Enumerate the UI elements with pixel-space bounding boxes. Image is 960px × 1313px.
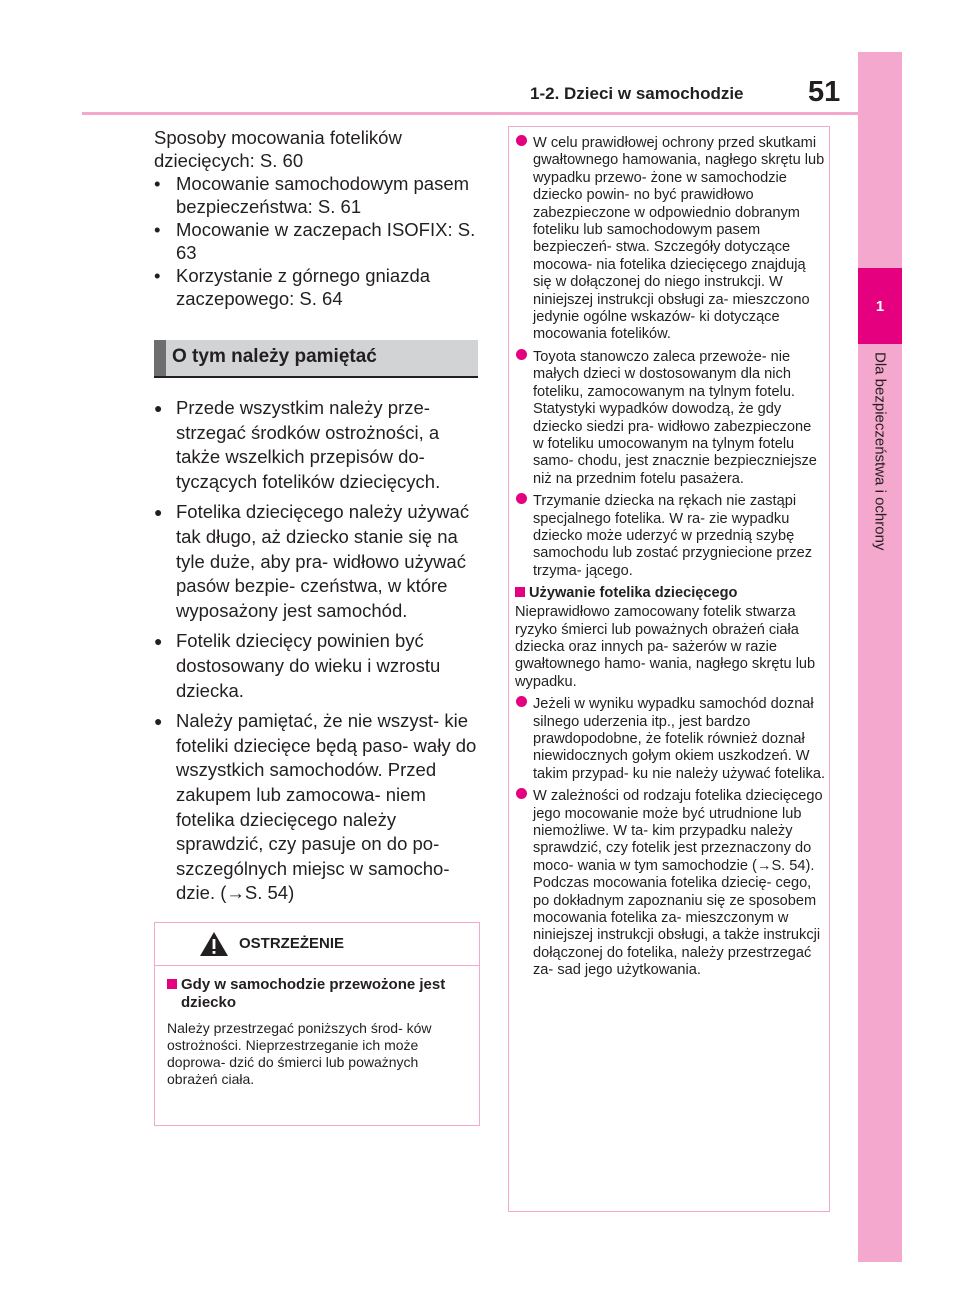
side-tab <box>858 52 902 1262</box>
warning-title: OSTRZEŻENIE <box>239 935 345 952</box>
square-bullet-icon <box>167 979 177 989</box>
list-item: ● Fotelika dziecięcego należy używać tak długo, aż dziecko stanie się na tyle duże, aby pra- widłowo używać pasów bezpie- czeństwa, w które wyposażony jest samochód. <box>154 500 482 623</box>
list-item: Trzymanie dziecka na rękach nie zastąpi specjalnego fotelika. W ra- zie wypadku dziecko może uderzyć w przednią szybę samochodu lub zostać przygniecione przez trzyma- jącego. <box>515 491 825 580</box>
bullet-icon: ● <box>154 713 163 730</box>
chapter-number: 1 <box>858 268 902 344</box>
list-item: • Korzystanie z górnego gniazda zaczepowego: S. 64 <box>154 265 431 309</box>
warning-text: Należy przestrzegać poniższych środ- ków ostrożności. Nieprzestrzeganie ich może doprowa- dzić do śmierci lub poważnych obrażeń ciała. <box>167 1020 432 1087</box>
warning-triangle-icon <box>199 931 229 957</box>
bullet-icon <box>515 133 529 147</box>
list-item: W zależności od rodzaju fotelika dziecięcego jego mocowanie może być utrudnione lub niemożliwe. W ta- kim przypadku należy sprawdzić, czy fotelik jest przeznaczony do moco- wania w tym samochodzie (→S. 54). Podczas mocowania fotelika dziecię- cego, po dokładnym zapoznaniu się ze sposobem mocowania fotelika za- mieszczonym w niniejszej instrukcji obsługi, a także instrukcji dołączonej do fotelika, należy przestrzegać za- sad jego użytkowania. <box>515 786 825 979</box>
list-item: ● Należy pamiętać, że nie wszyst- kie foteliki dziecięce będą paso- wały do wszystkich samochodów. Przed zakupem lub zamocowa- niem fotelika dziecięcego należy sprawdzić, czy pasuje on do po- szczególnych miejsc w samocho- dzie. (→S. 54) <box>154 709 482 906</box>
bullet-icon <box>515 347 529 361</box>
header-rule <box>82 112 858 115</box>
list-item: Jeżeli w wyniku wypadku samochód doznał silnego uderzenia itp., jest bardzo prawdopodobne, że fotelik również doznał niewidocznych gołym okiem uszkodzeń. W takim przypad- ku nie należy używać fotelika. <box>515 694 825 783</box>
section-title: O tym należy pamiętać <box>172 346 377 367</box>
list-item: W celu prawidłowej ochrony przed skutkami gwałtownego hamowania, nagłego skrętu lub wypadku przewo- żone w samochodzie dziecko powin- no być prawidłowo zabezpieczone w odpowiednio dobranym foteliku lub samochodowym pasem bezpieczeń- stwa. Szczegóły dotyczące mocowa- nia fotelika dziecięcego znajdują się w dołączonej do niego instrukcji. W niniejszej instrukcji obsługi za- mieszczono jedynie ogólne wskazów- ki dotyczące mocowania fotelików. <box>515 133 825 344</box>
warning-box <box>154 922 480 1126</box>
bullet-icon <box>515 491 529 505</box>
square-bullet-icon <box>515 587 525 597</box>
list-item: Toyota stanowczo zaleca przewoże- nie małych dzieci w dostosowanym dla nich foteliku, zamocowanym na tylnym fotelu. Statystyki wypadków dowodzą, że gdy dziecko siedzi pra- widłowo zabezpieczone w foteliku umocowanym na tylnym fotelu samo- chodu, jest znacznie bezpieczniejsze niż na przednim fotelu pasażera. <box>515 347 825 488</box>
warning-header <box>155 923 479 966</box>
section-header: 1-2. Dzieci w samochodzie <box>530 84 744 103</box>
section-title-bar <box>154 340 478 378</box>
warning-subtitle: Gdy w samochodzie przewożone jest dziecko <box>167 976 479 1012</box>
paragraph: Nieprawidłowo zamocowany fotelik stwarza ryzyko śmierci lub poważnych obrażeń ciała dziecka oraz innych pa- sażerów w razie gwałtownego hamo- wania, nagłego skrętu lub wypadku. <box>515 604 816 690</box>
list-item: • Mocowanie samochodowym pasem bezpieczeństwa: S. 61 <box>154 173 470 217</box>
subsection-heading: Używanie fotelika dziecięcego <box>515 584 825 602</box>
bullet-icon: ● <box>154 633 163 650</box>
chapter-label: Dla bezpieczeństwa i ochrony <box>871 352 889 551</box>
list-item: • Mocowanie w zaczepach ISOFIX: S. 63 <box>154 219 476 263</box>
title-accent <box>154 340 166 376</box>
bullet-icon <box>515 786 529 800</box>
list-item: ● Przede wszystkim należy prze- strzegać środków ostrożności, a także wszelkich przepisów do- tyczących fotelików dziecięcych. <box>154 396 482 494</box>
intro-text: Sposoby mocowania fotelików dziecięcych: S. 60 <box>154 127 402 171</box>
notes-list <box>154 396 482 912</box>
right-column-box <box>508 126 830 1212</box>
list-item: ● Fotelik dziecięcy powinien być dostosowany do wieku i wzrostu dziecka. <box>154 629 482 703</box>
bullet-icon: ● <box>154 504 163 521</box>
bullet-icon: ● <box>154 400 163 416</box>
left-column <box>154 126 484 310</box>
page-number: 51 <box>808 76 841 108</box>
bullet-icon <box>515 694 529 708</box>
